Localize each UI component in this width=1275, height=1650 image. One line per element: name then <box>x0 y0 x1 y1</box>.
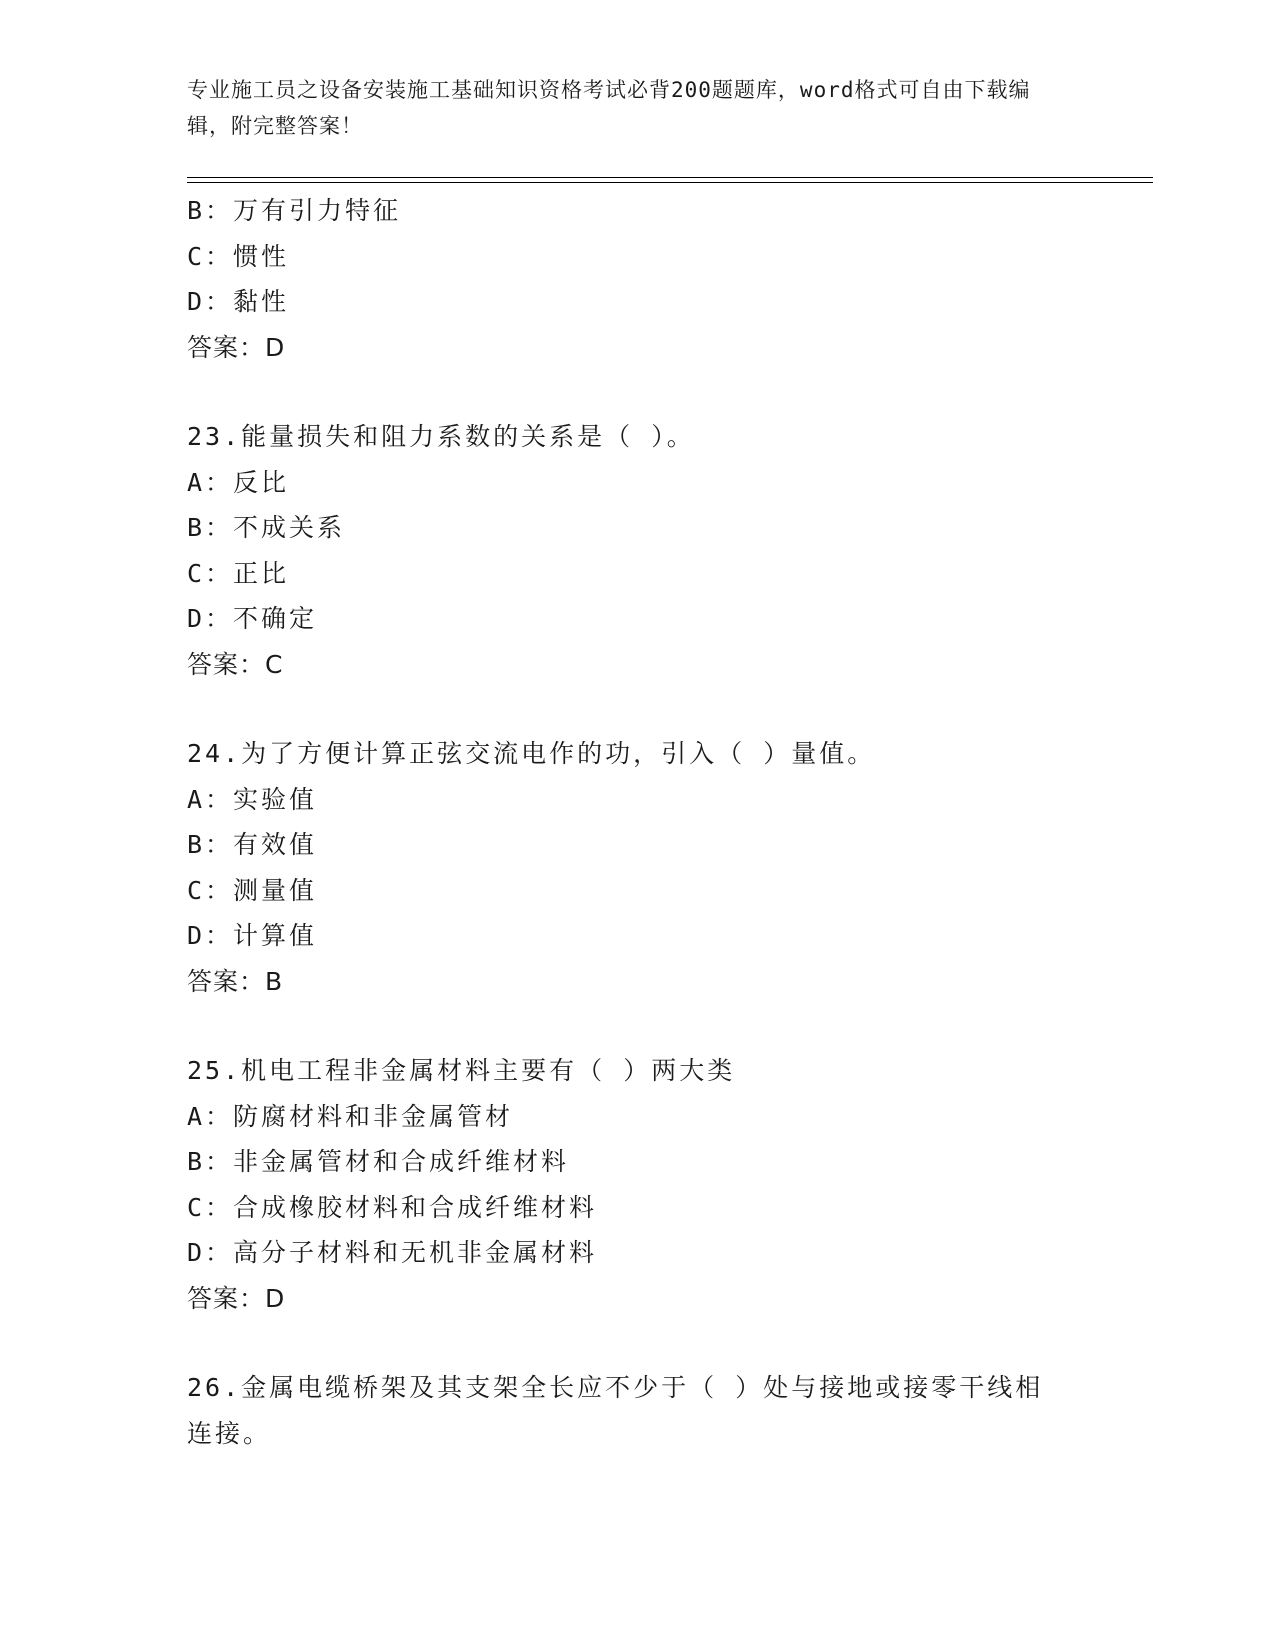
option-c: C：测量值 <box>187 875 318 905</box>
answer-line: 答案：D <box>187 332 286 362</box>
option-c: C：合成橡胶材料和合成纤维材料 <box>187 1192 598 1222</box>
question-stem: 26.金属电缆桥架及其支架全长应不少于（ ）处与接地或接零干线相连接。 <box>187 1373 1044 1448</box>
answer-line: 答案：B <box>187 966 284 996</box>
option-b: B：不成关系 <box>187 513 346 542</box>
question-24 <box>187 731 1087 1004</box>
question-stem: 25.机电工程非金属材料主要有（ ）两大类 <box>187 1056 736 1085</box>
option-d: D：黏性 <box>187 287 290 316</box>
answer-line: 答案：C <box>187 649 284 679</box>
header-divider-top <box>187 177 1153 178</box>
option-b: B：非金属管材和合成纤维材料 <box>187 1147 570 1176</box>
option-b: B：有效值 <box>187 830 318 859</box>
question-stem: 24.为了方便计算正弦交流电作的功，引入（ ）量值。 <box>187 739 876 768</box>
option-d: D：计算值 <box>187 921 318 950</box>
document-header <box>187 72 1067 144</box>
spacer <box>187 687 1087 731</box>
header-text: 专业施工员之设备安装施工基础知识资格考试必背200题题库，word格式可自由下载编辑，附完整答案！ <box>187 78 1031 138</box>
question-26 <box>187 1365 1087 1456</box>
spacer <box>187 1004 1087 1048</box>
question-25 <box>187 1048 1087 1321</box>
option-a: A：防腐材料和非金属管材 <box>187 1101 514 1131</box>
question-stem: 23.能量损失和阻力系数的关系是（ ）。 <box>187 422 695 451</box>
question-content <box>187 188 1087 1456</box>
spacer <box>187 370 1087 414</box>
option-b: B：万有引力特征 <box>187 196 402 225</box>
spacer <box>187 1321 1087 1365</box>
header-divider-bottom <box>187 182 1153 183</box>
question-23 <box>187 414 1087 687</box>
answer-line: 答案：D <box>187 1283 286 1313</box>
option-d: D：不确定 <box>187 604 318 633</box>
option-a: A：实验值 <box>187 784 318 814</box>
option-c: C：惯性 <box>187 241 290 271</box>
option-d: D：高分子材料和无机非金属材料 <box>187 1238 598 1267</box>
option-c: C：正比 <box>187 558 290 588</box>
question-22-partial <box>187 188 1087 370</box>
option-a: A：反比 <box>187 467 290 497</box>
